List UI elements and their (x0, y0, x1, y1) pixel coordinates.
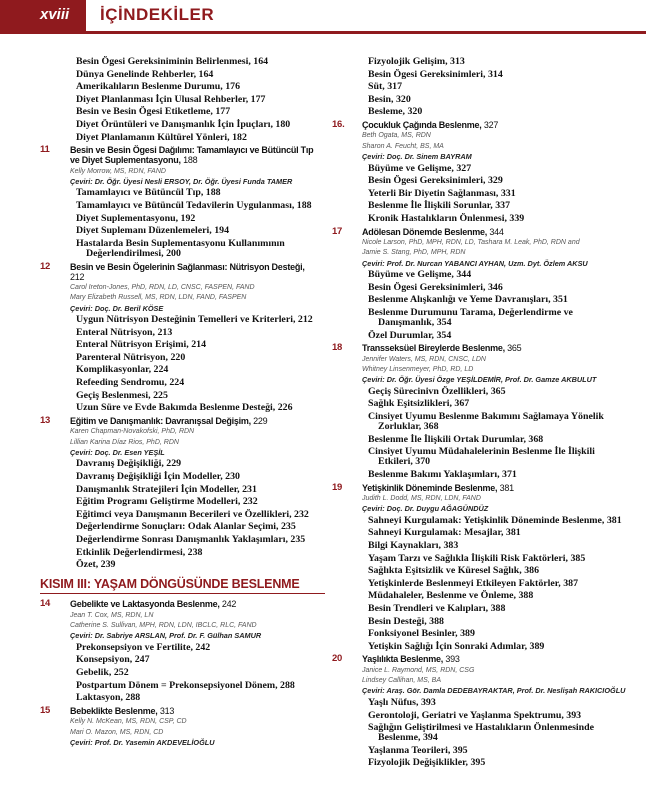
chapter-title: Gebelikte ve Laktasyonda Beslenme, (70, 599, 220, 610)
chapter-title: Eğitim ve Danışmanlık: Davranışsal Değişim, (70, 415, 251, 426)
toc-topic: Postpartum Dönem = Prekonsepsiyonel Dönem, 288 (76, 679, 295, 691)
chapter-translator: Çeviri: Doç. Dr. Beril KÖSE (70, 303, 164, 313)
chapter-number: 17 (332, 225, 343, 237)
part-heading: KISIM III: YAŞAM DÖNGÜSÜNDE BESLENME (40, 577, 325, 594)
toc-topic: Cinsiyet Uyumu Müdahalelerinin Beslenme İle İlişkili Etkileri, 370 (368, 446, 595, 468)
header-rule (86, 31, 646, 34)
toc-topic: Laktasyon, 288 (76, 692, 141, 704)
toc-topic: Besin Trendleri ve Kalıpları, 388 (368, 602, 506, 614)
toc-topic: Gerontoloji, Geriatri ve Yaşlanma Spektrumu, 393 (368, 709, 582, 721)
header-tab (0, 0, 86, 34)
toc-topic: Sahneyi Kurgulamak: Mesajlar, 381 (368, 527, 521, 539)
chapter-number: 18 (332, 342, 343, 354)
toc-topic: Besin Desteği, 388 (368, 615, 444, 627)
toc-topic: Diyet Planlamanın Kültürel Yönleri, 182 (76, 131, 247, 143)
toc-column-left (40, 57, 325, 749)
toc-topic: Değerlendirme Sonuçları: Odak Alanlar Seçimi, 235 (76, 521, 296, 533)
toc-topic: Komplikasyonlar, 224 (76, 364, 169, 376)
toc-topic: Besin Ögesi Gereksinimleri, 346 (368, 281, 503, 293)
chapter-heading (40, 599, 325, 609)
chapter-author: Lillian Karina Díaz Rios, PhD, RDN (70, 438, 179, 446)
toc-topic: Refeeding Sendromu, 224 (76, 377, 185, 389)
toc-topic: Konsepsiyon, 247 (76, 654, 150, 666)
chapter-heading (40, 706, 325, 716)
chapter-author: Jennifer Waters, MS, RDN, CNSC, LDN (362, 355, 486, 363)
toc-topic: Geçiş Sürecinivn Özellikleri, 365 (368, 385, 506, 397)
toc-topic: Davranış Değişikliği, 229 (76, 458, 182, 470)
toc-topic: Besin, 320 (368, 93, 411, 105)
chapter-page: 327 (483, 119, 499, 130)
toc-topic: Beslenme Durumunu Tarama, Değerlendirme ve Danışmanlık, 354 (368, 306, 573, 328)
toc-topic: Besleme, 320 (368, 106, 423, 118)
chapter-translator: Çeviri: Doç. Dr. Sinem BAYRAM (362, 152, 472, 162)
toc-topic: Besin ve Besin Ögesi Etiketleme, 177 (76, 106, 231, 118)
chapter-heading (40, 416, 325, 426)
toc-column-right (332, 57, 627, 771)
toc-topic: Eğitim Programı Geliştirme Modelleri, 232 (76, 496, 258, 508)
toc-topic: Beslenme İle İlişkili Sorunlar, 337 (368, 200, 511, 212)
chapter-heading (40, 145, 325, 165)
toc-topic: Prekonsepsiyon ve Fertilite, 242 (76, 641, 211, 653)
toc-topic: Yetişkin Sağlığı İçin Sonraki Adımlar, 389 (368, 640, 545, 652)
toc-topic: Uygun Nütrisyon Desteğinin Temelleri ve Kriterleri, 212 (76, 314, 313, 326)
toc-topic: Uzun Süre ve Evde Bakımda Beslenme Desteği, 226 (76, 402, 293, 414)
toc-topic: Beslenme Bakımı Yaklaşımları, 371 (368, 468, 517, 480)
toc-topic: Büyüme ve Gelişme, 327 (368, 162, 472, 174)
chapter-author: Lindsey Callihan, MS, BA (362, 677, 441, 685)
toc-topic: Sağlığın Geliştirilmesi ve Hastalıkların Önlenmesinde Beslenme, 394 (368, 722, 595, 744)
toc-topic: Besin Ögesi Gereksiniminin Belirlenmesi, 164 (76, 56, 269, 67)
toc-topic: Bilgi Kaynakları, 383 (368, 540, 459, 552)
chapter-author: Mari O. Mazon, MS, RDN, CD (70, 728, 164, 736)
toc-topic: Müdahaleler, Beslenme ve Önleme, 388 (368, 590, 534, 602)
toc-topic: Özel Durumlar, 354 (368, 329, 452, 341)
toc-topic: Diyet Planlanması İçin Ulusal Rehberler, 177 (76, 93, 266, 105)
chapter-title: Bebeklikte Beslenme, (70, 705, 158, 716)
toc-topic: Süt, 317 (368, 81, 403, 93)
toc-topic: Amerikalıların Beslenme Durumu, 176 (76, 81, 241, 93)
chapter-author: Judith L. Dodd, MS, RDN, LDN, FAND (362, 495, 481, 503)
toc-topic: Fizyolojik Gelişim, 313 (368, 56, 465, 67)
chapter-page: 212 (70, 271, 85, 282)
chapter-translator: Çeviri: Doç. Dr. Esen YEŞİL (70, 447, 165, 457)
chapter-heading (332, 483, 627, 493)
toc-topic: Yaşam Tarzı ve Sağlıkla İlişkili Risk Faktörleri, 385 (368, 552, 586, 564)
chapter-translator: Çeviri: Dr. Öğr. Üyesi Özge YEŞİLDEMİR, Prof. Dr. Gamze AKBULUT (362, 375, 597, 385)
toc-topic: Geçiş Beslenmesi, 225 (76, 389, 168, 401)
toc-topic: Danışmanlık Stratejileri İçin Modeller, 231 (76, 483, 257, 495)
page-number: xviii (40, 6, 70, 23)
chapter-translator: Çeviri: Araş. Gör. Damla DEDEBAYRAKTAR, Prof. Dr. Neslişah RAKICIOĞLU (362, 686, 626, 696)
toc-topic: Etkinlik Değerlendirmesi, 238 (76, 546, 203, 558)
chapter-number: 14 (40, 598, 51, 610)
chapter-author: Kelly N. McKean, MS, RDN, CSP, CD (70, 718, 187, 726)
chapter-translator: Çeviri: Doç. Dr. Duygu AĞAGÜNDÜZ (362, 504, 489, 514)
chapter-number: 12 (40, 260, 51, 272)
toc-topic: Fizyolojik Değişiklikler, 395 (368, 757, 486, 769)
chapter-title: Çocukluk Çağında Beslenme, (362, 119, 482, 130)
chapter-page: 365 (507, 343, 522, 354)
chapter-translator: Çeviri: Prof. Dr. Yasemin AKDEVELİOĞLU (70, 737, 215, 747)
chapter-author: Jean T. Cox, MS, RDN, LN (70, 611, 154, 619)
chapter-number: 19 (332, 481, 343, 493)
toc-topic: Büyüme ve Gelişme, 344 (368, 269, 472, 281)
toc-topic: Davranış Değişikliği İçin Modeller, 230 (76, 471, 240, 483)
chapter-page: 381 (499, 482, 514, 493)
chapter-number: 13 (40, 414, 51, 426)
toc-topic: Cinsiyet Uyumu Beslenme Bakımını Sağlamaya Yönelik Zorluklar, 368 (368, 410, 604, 433)
chapter-page: 188 (183, 155, 198, 166)
toc-topic: Beslenme İle İlişkili Ortak Durumlar, 368 (368, 433, 544, 445)
toc-topic: Değerlendirme Sonrası Danışmanlık Yaklaşımları, 235 (76, 534, 306, 546)
chapter-heading (332, 654, 627, 664)
page-title: İÇİNDEKİLER (100, 5, 215, 24)
chapter-author: Karen Chapman-Novakofski, PhD, RDN (70, 428, 195, 436)
chapter-page: 344 (489, 226, 504, 237)
chapter-author: Nicole Larson, PhD, MPH, RDN, LD, Tashara M. Leak, PhD, RDN and (362, 239, 580, 247)
toc-topic: Tamamlayıcı ve Bütüncül Tıp, 188 (76, 187, 221, 199)
toc-topic: Parenteral Nütrisyon, 220 (76, 351, 186, 363)
chapter-author: Mary Elizabeth Russell, MS, RDN, LDN, FAND, FASPEN (70, 294, 247, 302)
page-header (0, 0, 646, 34)
toc-topic: Gebelik, 252 (76, 667, 129, 679)
toc-topic: Enteral Nütrisyon, 213 (76, 326, 173, 338)
chapter-author: Jamie S. Stang, PhD, MPH, RDN (362, 249, 466, 257)
toc-topic: Eğitimci veya Danışmanın Becerileri ve Özellikleri, 232 (76, 508, 309, 520)
toc-topic: Diyet Suplementasyonu, 192 (76, 212, 196, 224)
chapter-author: Catherine S. Sullivan, MPH, RDN, LDN, IBCLC, RLC, FAND (70, 622, 257, 630)
chapter-page: 242 (221, 599, 237, 610)
toc-topic: Yetişkinlerde Beslenmeyi Etkileyen Faktörler, 387 (368, 577, 579, 589)
toc-topic: Tamamlayıcı ve Bütüncül Tedavilerin Uygulanması, 188 (76, 200, 312, 212)
toc-topic: Kronik Hastalıkların Önlenmesi, 339 (368, 212, 525, 224)
toc-topic: Yaşlı Nüfus, 393 (368, 696, 436, 708)
chapter-author: Sharon A. Feucht, BS, MA (362, 142, 444, 150)
toc-topic: Sağlık Eşitsizlikleri, 367 (368, 398, 470, 410)
chapter-title: Adölesan Dönemde Beslenme, (362, 226, 488, 237)
chapter-translator: Çeviri: Prof. Dr. Nurcan YABANCI AYHAN, Uzm. Dyt. Özlem AKSU (362, 258, 588, 268)
chapter-number: 15 (40, 704, 51, 716)
toc-topic: Beslenme Alışkanlığı ve Yeme Davranışları, 351 (368, 294, 568, 306)
chapter-number: 20 (332, 653, 343, 665)
toc-topic: Besin Ögesi Gereksinimleri, 314 (368, 68, 503, 80)
toc-topic: Fonksiyonel Besinler, 389 (368, 628, 475, 640)
toc-topic: Diyet Örüntüleri ve Danışmanlık İçin İpuçları, 180 (76, 118, 291, 130)
chapter-number: 11 (40, 144, 50, 156)
toc-topic: Dünya Genelinde Rehberler, 164 (76, 68, 214, 80)
chapter-author: Janice L. Raymond, MS, RDN, CSG (362, 666, 475, 674)
chapter-heading (332, 120, 627, 130)
chapter-author: Beth Ogata, MS, RDN (362, 132, 431, 140)
chapter-translator: Çeviri: Dr. Sabriye ARSLAN, Prof. Dr. F. Gülhan SAMUR (70, 631, 262, 641)
toc-topic: Yaşlanma Teorileri, 395 (368, 744, 468, 756)
toc-topic: Enteral Nütrisyon Erişimi, 214 (76, 339, 207, 351)
chapter-title: Besin ve Besin Ögesi Dağılımı: Tamamlayıcı ve Bütüncül Tıp ve Diyet Suplementasyonu, (70, 145, 314, 166)
toc-topic: Diyet Suplemanı Düzenlemeleri, 194 (76, 225, 230, 237)
chapter-heading (332, 227, 627, 237)
chapter-title: Yetişkinlik Döneminde Beslenme, (362, 482, 498, 493)
chapter-number: 16. (332, 118, 345, 130)
chapter-author: Whitney Linsenmeyer, PhD, RD, LD (362, 365, 474, 373)
toc-topic: Sahneyi Kurgulamak: Yetişkinlik Döneminde Beslenme, 381 (368, 514, 622, 526)
toc-topic: Özet, 239 (76, 559, 116, 571)
toc-topic: Yeterli Bir Diyetin Sağlanması, 331 (368, 187, 516, 199)
chapter-translator: Çeviri: Dr. Öğr. Üyesi Nesli ERSOY, Dr. Öğr. Üyesi Funda TAMER (70, 176, 293, 186)
chapter-page: 393 (445, 654, 460, 665)
chapter-heading (40, 262, 325, 282)
chapter-page: 313 (159, 705, 175, 716)
chapter-title: Transseksüel Bireylerde Beslenme, (362, 343, 505, 354)
toc-topic: Sağlıkta Eşitsizlik ve Küresel Sağlık, 386 (368, 565, 540, 577)
chapter-author: Carol Ireton-Jones, PhD, RDN, LD, CNSC, FASPEN, FAND (70, 284, 255, 292)
chapter-title: Yaşlılıkta Beslenme, (362, 654, 444, 665)
chapter-heading (332, 343, 627, 353)
chapter-author: Kelly Morrow, MS, RDN, FAND (70, 167, 166, 175)
chapter-page: 229 (253, 415, 268, 426)
toc-topic: Besin Ögesi Gereksinimleri, 329 (368, 175, 503, 187)
chapter-title: Besin ve Besin Ögelerinin Sağlanması: Nütrisyon Desteği, (70, 261, 305, 272)
toc-topic: Hastalarda Besin Suplementasyonu Kullanımının Değerlendirilmesi, 200 (76, 237, 285, 259)
